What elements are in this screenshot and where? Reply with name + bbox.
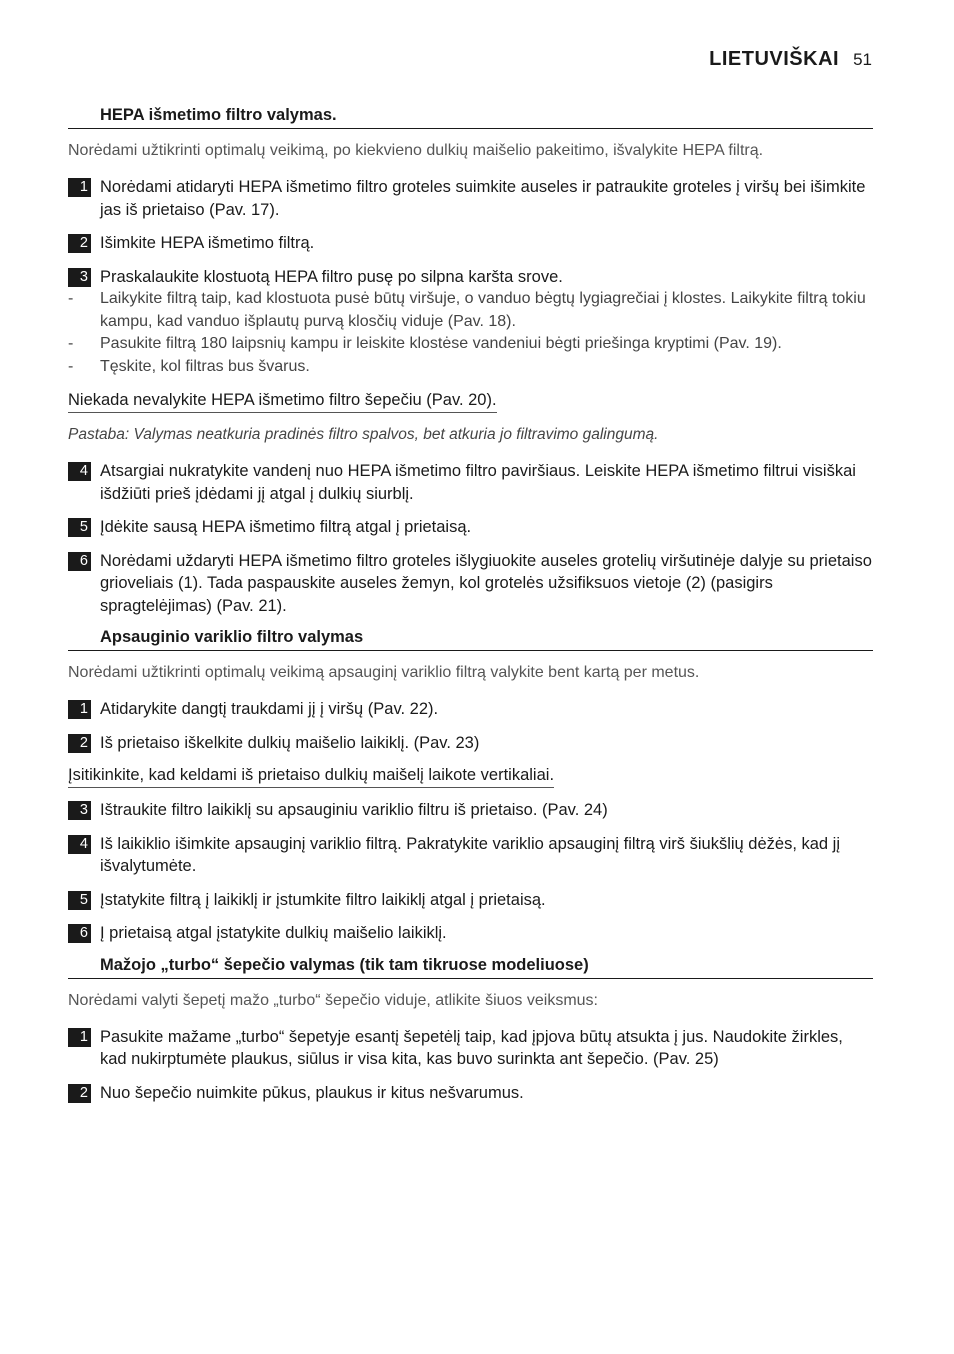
step-number: 1 (68, 178, 91, 197)
sub-item (68, 356, 873, 379)
step-text: Ištraukite filtro laikiklį su apsauginiu variklio filtru iš prietaiso. (Pav. 24) (100, 801, 608, 819)
sub-text: Pasukite filtrą 180 laipsnių kampu ir leiskite klostėse vandeniui bėgti priešinga kryptimi (Pav. 19). (100, 335, 782, 352)
step-number: 2 (68, 734, 91, 753)
step-text: Išimkite HEPA išmetimo filtrą. (100, 234, 315, 252)
section-title-turbo: Mažojo „turbo“ šepečio valymas (tik tam tikruose modeliuose) (68, 956, 873, 979)
step-number: 3 (68, 268, 91, 287)
section-intro-motor: Norėdami užtikrinti optimalų veikimą apsauginį variklio filtrą valykite bent kartą per metus. (68, 664, 700, 681)
step-number: 1 (68, 700, 91, 719)
step-text: Nuo šepečio nuimkite pūkus, plaukus ir kitus nešvarumus. (100, 1083, 524, 1102)
step-item (68, 889, 873, 912)
page-content (68, 106, 873, 1115)
step-number: 4 (68, 835, 91, 854)
step-number: 4 (68, 462, 91, 481)
section-title-hepa: HEPA išmetimo filtro valymas. (68, 106, 873, 129)
step-text: Iš prietaiso iškelkite dulkių maišelio laikiklį. (Pav. 23) (100, 733, 480, 752)
step-item (68, 799, 873, 822)
step-text: Atidarykite dangtį traukdami jį į viršų (Pav. 22). (100, 700, 439, 718)
step-item (68, 922, 873, 945)
step-number: 6 (68, 924, 91, 943)
step-text: Pasukite mažame „turbo“ šepetyje esantį šepetėlį taip, kad įpjova būtų atsukta į jus. Naudokite žirkles, kad nukirptumėte plaukus, siūlus ir visa kita, kas buvo surinkta ant šepečio. (Pav. 25) (100, 1027, 843, 1068)
language-label: LIETUVIŠKAI (709, 48, 840, 70)
warning-text: Įsitikinkite, kad keldami iš prietaiso dulkių maišelį laikote vertikaliai. (68, 765, 554, 788)
step-item (68, 266, 873, 289)
step-text: Įdėkite sausą HEPA išmetimo filtrą atgal į prietaisą. (100, 518, 472, 536)
note-text: Pastaba: Valymas neatkuria pradinės filtro spalvos, bet atkuria jo filtravimo galingumą. (68, 426, 659, 443)
step-item (68, 732, 873, 755)
section-intro-turbo: Norėdami valyti šepetį mažo „turbo“ šepečio viduje, atlikite šiuos veiksmus: (68, 991, 598, 1009)
step-number: 5 (68, 518, 91, 537)
sub-item (68, 333, 873, 356)
sub-list (68, 288, 873, 378)
step-item (68, 698, 873, 721)
step-item (68, 833, 873, 878)
step-number: 5 (68, 891, 91, 910)
section-title-motor: Apsauginio variklio filtro valymas (68, 628, 873, 651)
step-number: 2 (68, 234, 91, 253)
step-item (68, 232, 873, 255)
step-text: Įstatykite filtrą į laikiklį ir įstumkite filtro laikiklį atgal į prietaisą. (100, 890, 546, 909)
step-number: 3 (68, 801, 91, 820)
step-text: Iš laikiklio išimkite apsauginį variklio filtrą. Pakratykite variklio apsauginį filtrą virš šiukšlių dėžės, kad jį išvalytumėte. (100, 834, 841, 875)
sub-item (68, 288, 873, 333)
step-item (68, 1082, 873, 1105)
step-text: Praskalaukite klostuotą HEPA filtro pusę po silpna karšta srove. (100, 267, 563, 286)
dash-bullet: - (68, 357, 74, 375)
warning-text: Niekada nevalykite HEPA išmetimo filtro šepečiu (Pav. 20). (68, 390, 497, 413)
step-text: Į prietaisą atgal įstatykite dulkių maišelio laikiklį. (100, 924, 447, 942)
step-item (68, 1026, 873, 1071)
sub-text: Tęskite, kol filtras bus švarus. (100, 357, 310, 375)
step-item (68, 516, 873, 539)
page-number: 51 (853, 50, 872, 69)
step-item (68, 550, 873, 618)
step-text: Atsargiai nukratykite vandenį nuo HEPA išmetimo filtro paviršiaus. Leiskite HEPA išmetimo filtrui visiškai išdžiūti prieš įdėdami jį atgal į dulkių siurblį. (100, 462, 856, 503)
step-text: Norėdami uždaryti HEPA išmetimo filtro groteles išlygiuokite auseles grotelių viršutinėje dalyje su prietaiso grioveliais (1). Tada paspauskite auseles žemyn, kol grotelės užsifiksuos vietoje (2) (pasigirs spragtelėjimas) (Pav. 21). (100, 551, 872, 615)
section-intro-hepa: Norėdami užtikrinti optimalų veikimą, po kiekvieno dulkių maišelio pakeitimo, išvalykite HEPA filtrą. (68, 142, 764, 159)
step-number: 1 (68, 1028, 91, 1047)
dash-bullet: - (68, 290, 74, 307)
step-text: Norėdami atidaryti HEPA išmetimo filtro groteles suimkite auseles ir patraukite groteles į viršų bei išimkite jas iš prietaiso (Pav. 17). (100, 178, 866, 219)
step-number: 2 (68, 1084, 91, 1103)
step-number: 6 (68, 552, 91, 571)
step-item (68, 176, 873, 221)
page-header (709, 48, 872, 71)
step-item (68, 460, 873, 505)
dash-bullet: - (68, 335, 74, 352)
sub-text: Laikykite filtrą taip, kad klostuota pusė būtų viršuje, o vanduo bėgtų lygiagrečiai į klostes. Laikykite filtrą tokiu kampu, kad vanduo išplautų purvą klosčių viduje (Pav. 18). (100, 290, 866, 330)
